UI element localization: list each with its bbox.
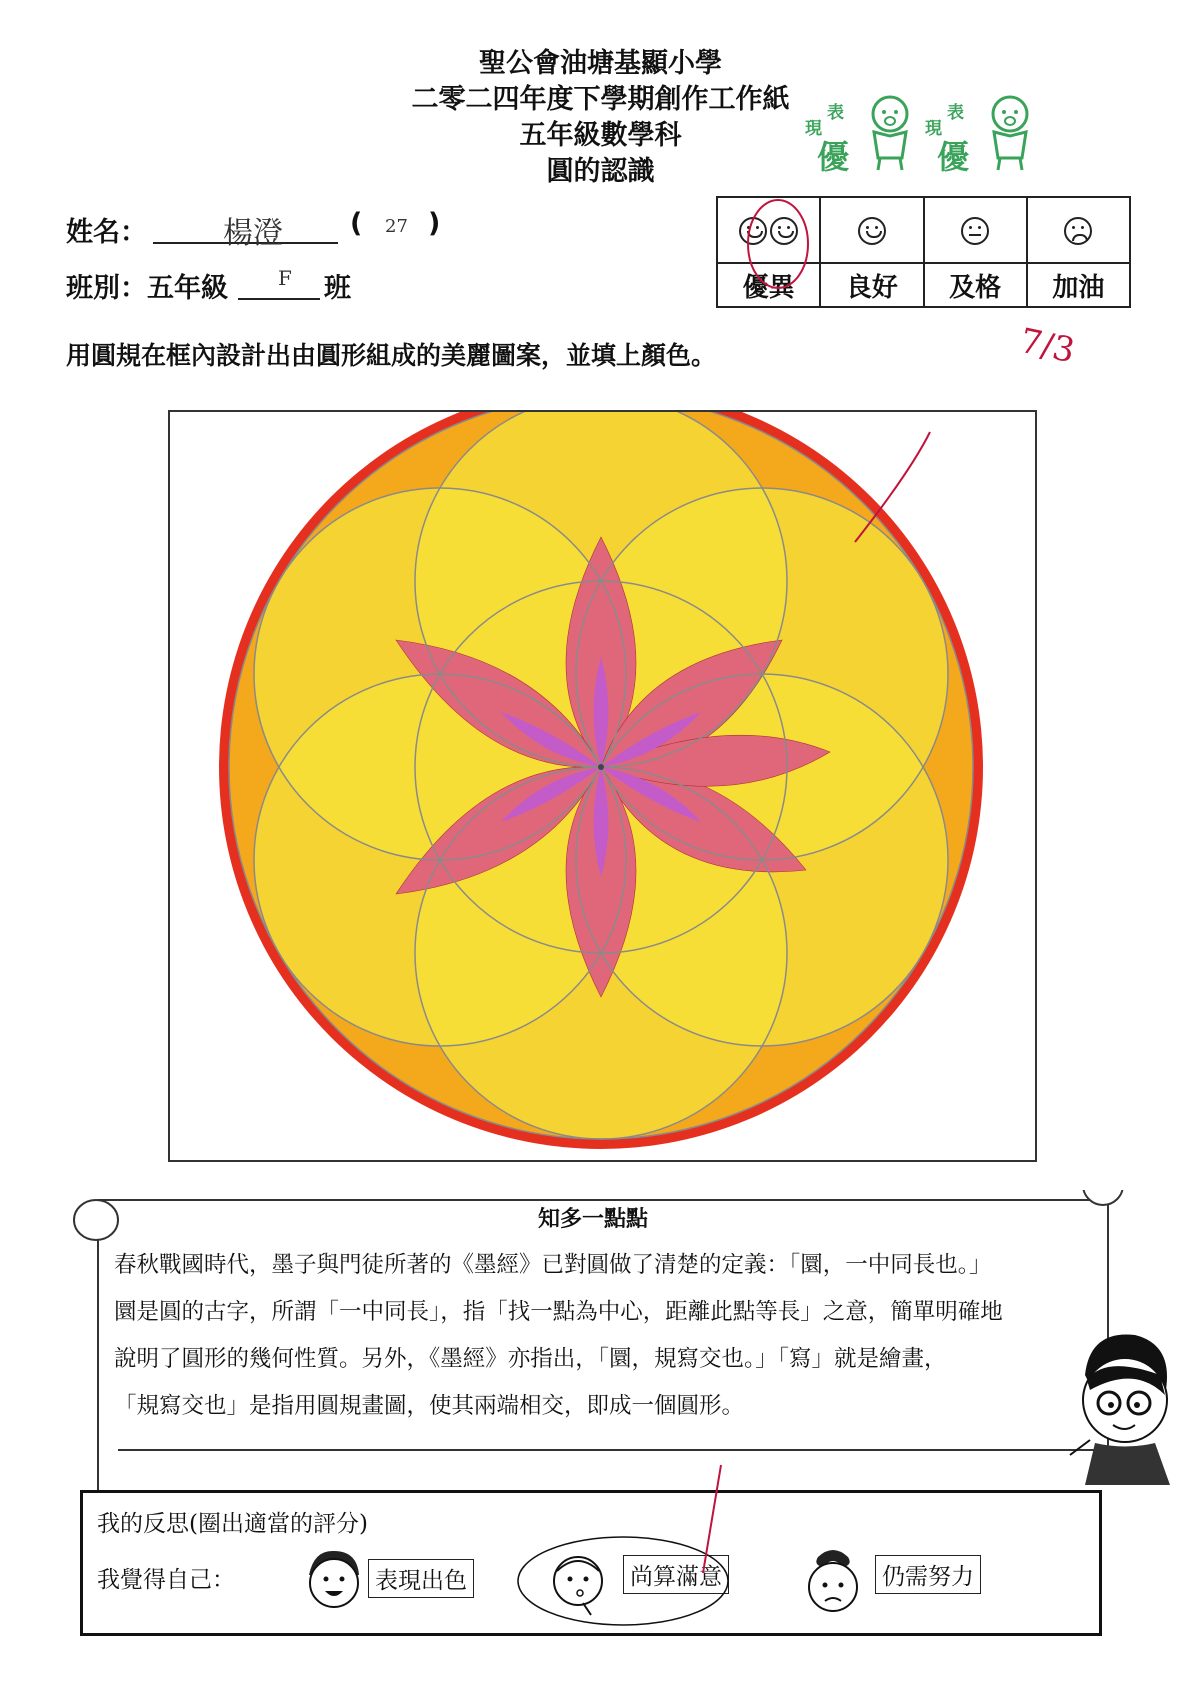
reflection-title: 我的反思(圈出適當的評分)	[97, 1511, 368, 1537]
option-satisfied[interactable]: 尚算滿意	[623, 1555, 729, 1594]
reflection-prompt: 我覺得自己：	[97, 1567, 235, 1593]
name-field[interactable]: 楊澄	[153, 214, 338, 244]
info-body	[114, 1242, 1114, 1430]
class-label: 班別：五年級	[66, 273, 228, 304]
info-line: 「規寫交也」是指用圓規畫圖，使其兩端相交，即成一個圓形。	[114, 1393, 745, 1419]
topic-title: 圓的認識	[546, 156, 655, 187]
smile-face-icon[interactable]	[820, 197, 923, 263]
grade-excellent[interactable]: 優異	[717, 263, 820, 307]
child-figure-icon	[860, 92, 920, 172]
teacher-tick-mark	[693, 1463, 723, 1583]
info-line: 圜是圓的古字，所謂「一中同長」，指「找一點為中心，距離此點等長」之意，簡單明確地	[114, 1299, 1003, 1325]
proud-face-icon	[299, 1545, 369, 1615]
grade-circle-mark	[740, 196, 815, 296]
instruction-text: 用圓規在框內設計出由圓形組成的美麗圖案，並填上顏色。	[66, 341, 717, 370]
grade-pass[interactable]: 及格	[924, 263, 1027, 307]
info-scroll	[58, 1190, 1128, 1500]
term-title: 二零二四年度下學期創作工作紙	[411, 84, 790, 115]
option-needs-effort[interactable]: 仍需努力	[875, 1555, 981, 1594]
flower-of-life-drawing	[170, 412, 1035, 1160]
info-title: 知多一點點	[537, 1207, 648, 1232]
class-number[interactable]: 27	[385, 216, 408, 237]
school-name: 聖公會油塘基顯小學	[479, 48, 722, 79]
artwork-frame	[168, 410, 1037, 1162]
neutral-face-icon[interactable]	[924, 197, 1027, 263]
number-open: (	[350, 208, 363, 239]
class-suffix: 班	[324, 273, 351, 304]
child-figure-icon	[980, 92, 1040, 172]
sad-face-icon[interactable]	[1027, 197, 1130, 263]
score-mark: 7/3	[1016, 320, 1079, 372]
info-line: 春秋戰國時代，墨子與門徒所著的《墨經》已對圓做了清楚的定義：「圜，一中同長也。」	[114, 1252, 992, 1278]
excellence-stamp: 現 表 優	[805, 90, 925, 180]
excellence-stamp-2: 現 表 優	[925, 90, 1045, 180]
reflection-box	[80, 1490, 1102, 1636]
boy-cartoon-icon	[1065, 1325, 1175, 1485]
number-close: )	[428, 208, 441, 239]
option-excellent[interactable]: 表現出色	[368, 1559, 474, 1598]
name-label: 姓名：	[66, 217, 147, 248]
worried-face-icon	[793, 1545, 873, 1620]
info-line: 說明了圓形的幾何性質。另外，《墨經》亦指出，「圜，規寫交也。」「寫」就是繪畫，	[114, 1346, 947, 1372]
subject-title: 五年級數學科	[519, 120, 682, 151]
grade-good[interactable]: 良好	[820, 263, 923, 307]
class-field[interactable]: F	[238, 270, 320, 300]
grade-add-oil[interactable]: 加油	[1027, 263, 1130, 307]
